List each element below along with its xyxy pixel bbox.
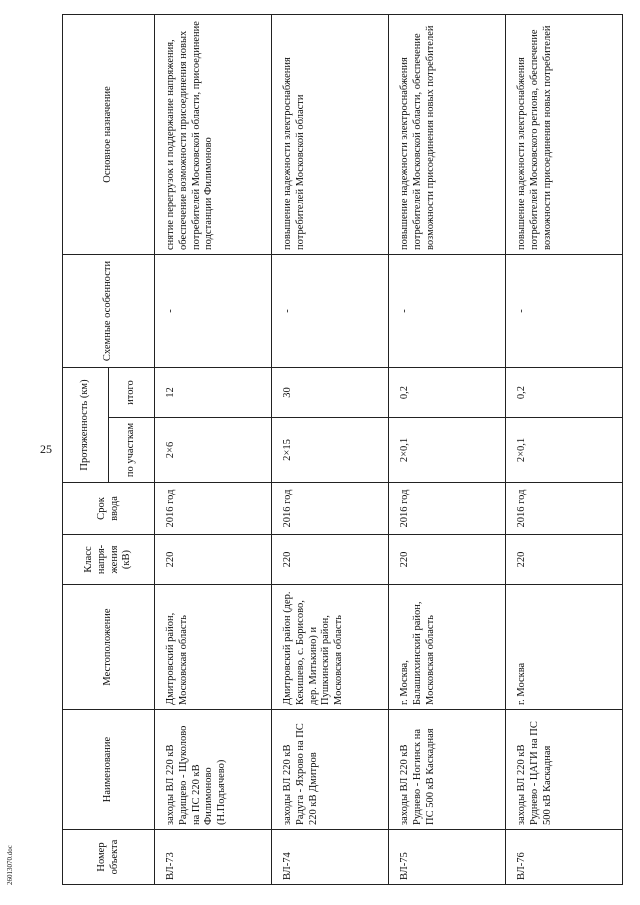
cell-features: - [272,255,389,368]
cell-voltage: 220 [506,535,623,585]
cell-number: ВЛ-74 [272,830,389,885]
page-number: 25 [40,442,52,456]
cell-number: ВЛ-76 [506,830,623,885]
table-row [272,15,389,885]
header-voltage: Класс напря-жения (кВ) [63,535,155,585]
cell-sections: 2×6 [155,418,272,483]
cell-voltage: 220 [155,535,272,585]
cell-features: - [506,255,623,368]
cell-purpose: повышение надежности электроснабжения потребителей Московской области, обеспечение возможности присоединения новых потребителей [389,15,506,255]
cell-sections: 2×0,1 [506,418,623,483]
cell-number: ВЛ-73 [155,830,272,885]
table-row [155,15,272,885]
cell-sections: 2×0,1 [389,418,506,483]
cell-date: 2016 год [389,483,506,535]
header-number: Номер объекта [63,830,155,885]
cell-voltage: 220 [272,535,389,585]
header-name: Наименование [63,710,155,830]
rotated-table-container [62,15,622,885]
cell-date: 2016 год [155,483,272,535]
cell-location: г. Москва [506,585,623,710]
objects-table [62,14,623,885]
cell-location: г. Москва, Балашихинский район, Московская область [389,585,506,710]
header-length-total: итого [109,368,155,418]
cell-voltage: 220 [389,535,506,585]
header-length-group: Протяженность (км) [63,368,109,483]
cell-name: заходы ВЛ 220 кВ Руднево - ЦАГИ на ПС 500 кВ Каскадная [506,710,623,830]
cell-location: Дмитровский район, Московская область [155,585,272,710]
table-row [389,15,506,885]
header-length-sections: по участкам [109,418,155,483]
cell-features: - [389,255,506,368]
cell-name: заходы ВЛ 220 кВ Радищево - Щуколово на ПС 220 кВ Филимоново (Н.Подъячево) [155,710,272,830]
cell-total: 30 [272,368,389,418]
cell-name: заходы ВЛ 220 кВ Руднево - Ногинск на ПС 500 кВ Каскадная [389,710,506,830]
table-row [506,15,623,885]
header-purpose: Основное назначение [63,15,155,255]
cell-name: заходы ВЛ 220 кВ Радуга - Яхрово на ПС 220 кВ Дмитров [272,710,389,830]
cell-features: - [155,255,272,368]
header-features: Схемные особенности [63,255,155,368]
cell-purpose: снятие перегрузок и поддержание напряжения, обеспечение возможности присоединения новых потребителей Московской области, присоединение подстанции Филимоново [155,15,272,255]
cell-date: 2016 год [506,483,623,535]
footer-filename: 26013070.doc [6,845,14,885]
cell-total: 12 [155,368,272,418]
cell-total: 0,2 [389,368,506,418]
cell-sections: 2×15 [272,418,389,483]
header-location: Местоположение [63,585,155,710]
cell-purpose: повышение надежности электроснабжения потребителей Московской области [272,15,389,255]
cell-purpose: повышение надежности электроснабжения потребителей Московского региона, обеспечение возможности присоединения новых потребителей [506,15,623,255]
cell-location: Дмитровский район (дер. Кекишево, с. Борисово, дер. Митькино) и Пушкинский район, Московская область [272,585,389,710]
cell-date: 2016 год [272,483,389,535]
header-date: Срок ввода [63,483,155,535]
cell-total: 0,2 [506,368,623,418]
cell-number: ВЛ-75 [389,830,506,885]
